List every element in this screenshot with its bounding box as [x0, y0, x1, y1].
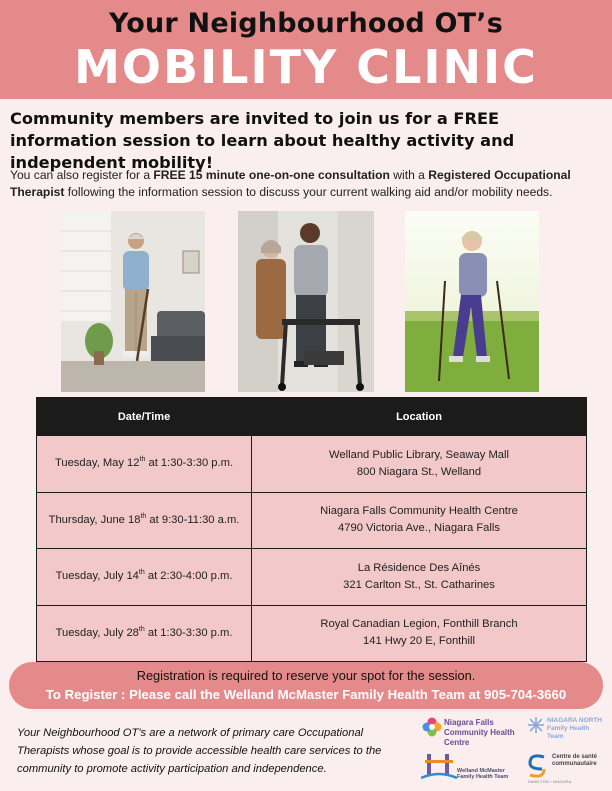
- time-text: at 1:30-3:30 p.m.: [145, 457, 234, 470]
- location-address: 4790 Victoria Ave., Niagara Falls: [338, 522, 500, 535]
- table-row: [37, 605, 587, 662]
- photo-man-with-walker: [238, 211, 374, 392]
- title-line-1: Your Neighbourhood OT’s: [108, 8, 504, 39]
- csc-logo-text: Centre de santé communautaire: [552, 754, 598, 767]
- intro-bold-1: FREE 15 minute one-on-one consultation: [153, 168, 390, 182]
- date-text: Tuesday, May 12: [54, 457, 140, 470]
- intro-text-3: following the information session to discuss your current walking aid and/or mobility needs.: [64, 185, 553, 199]
- time-text: at 1:30-3:30 p.m.: [144, 626, 233, 639]
- intro-bold-2: Registered Occupational Therapist: [10, 168, 571, 199]
- csc-logo-subtext: HAMILTON / NIAGARA: [528, 780, 572, 784]
- session-date-cell: [37, 436, 252, 493]
- title-line-2: MOBILITY CLINIC: [74, 40, 538, 94]
- location-address: 800 Niagara St., Welland: [356, 465, 482, 478]
- date-ordinal: th: [138, 569, 145, 577]
- wmfht-logo-text: Welland McMaster Family Health Team: [457, 768, 509, 780]
- date-ordinal: th: [139, 456, 146, 464]
- snowflake-icon: [527, 716, 545, 734]
- table-header-row: [37, 398, 587, 436]
- centre-sante-communautaire-logo: [524, 750, 609, 788]
- date-text: Tuesday, July 14: [55, 570, 139, 583]
- registration-phone-line: To Register : Please call the Welland McMaster Family Health Team at 905-704-3660: [45, 687, 567, 702]
- table-row: [37, 492, 587, 549]
- nfchc-logo-text: Niagara Falls Community Health Centre: [444, 718, 515, 747]
- intro-text-2: with a: [389, 168, 429, 182]
- niagara-falls-chc-logo: [422, 713, 522, 747]
- swirl-icon: [524, 752, 550, 780]
- footer-description: Your Neighbourhood OT’s are a network of primary care Occupational Therapists whose goal is to provide accessible health care services to the community to promote activity participation and independence.: [17, 727, 382, 775]
- registration-note: Registration is required to reserve your spot for the session.: [136, 668, 476, 683]
- header-date-time: Date/Time: [37, 398, 252, 436]
- photo-man-with-cane: [61, 211, 205, 392]
- session-location-cell: [252, 549, 587, 606]
- nnfht-logo-text: NIAGARA NORTH Family Health Team: [547, 717, 603, 740]
- header-location: Location: [252, 398, 587, 436]
- date-text: Thursday, June 18: [48, 513, 141, 526]
- registration-banner: [9, 662, 603, 709]
- location-address: 321 Carlton St., St. Catharines: [343, 578, 495, 591]
- session-location-cell: [252, 436, 587, 493]
- flower-icon: [422, 717, 442, 737]
- headline: Community members are invited to join us for a FREE information session to learn about healthy activity and independent mobility!: [10, 109, 515, 172]
- photo-woman-walking-poles: [405, 211, 539, 392]
- date-ordinal: th: [140, 512, 147, 520]
- location-name: Welland Public Library, Seaway Mall: [329, 448, 509, 461]
- niagara-north-fht-logo: [527, 713, 607, 743]
- title-banner: [0, 0, 612, 99]
- time-text: at 9:30-11:30 a.m.: [146, 513, 240, 526]
- session-date-cell: [37, 605, 252, 662]
- intro-text-1: You can also register for a: [10, 168, 154, 182]
- bridge-icon: [421, 750, 457, 784]
- intro-paragraph: [10, 167, 606, 201]
- location-name: Niagara Falls Community Health Centre: [320, 505, 518, 518]
- location-name: Royal Canadian Legion, Fonthill Branch: [320, 618, 518, 631]
- welland-mcmaster-fht-logo: [421, 750, 511, 788]
- date-ordinal: th: [138, 625, 145, 633]
- session-location-cell: [252, 492, 587, 549]
- date-text: Tuesday, July 28: [55, 626, 139, 639]
- session-location-cell: [252, 605, 587, 662]
- session-date-cell: [37, 492, 252, 549]
- session-date-cell: [37, 549, 252, 606]
- table-row: [37, 436, 587, 493]
- time-text: at 2:30-4:00 p.m.: [144, 570, 233, 583]
- location-name: La Résidence Des Aînés: [357, 561, 481, 574]
- location-address: 141 Hwy 20 E, Fonthill: [363, 635, 475, 648]
- table-row: [37, 549, 587, 606]
- session-schedule-table: [36, 397, 587, 662]
